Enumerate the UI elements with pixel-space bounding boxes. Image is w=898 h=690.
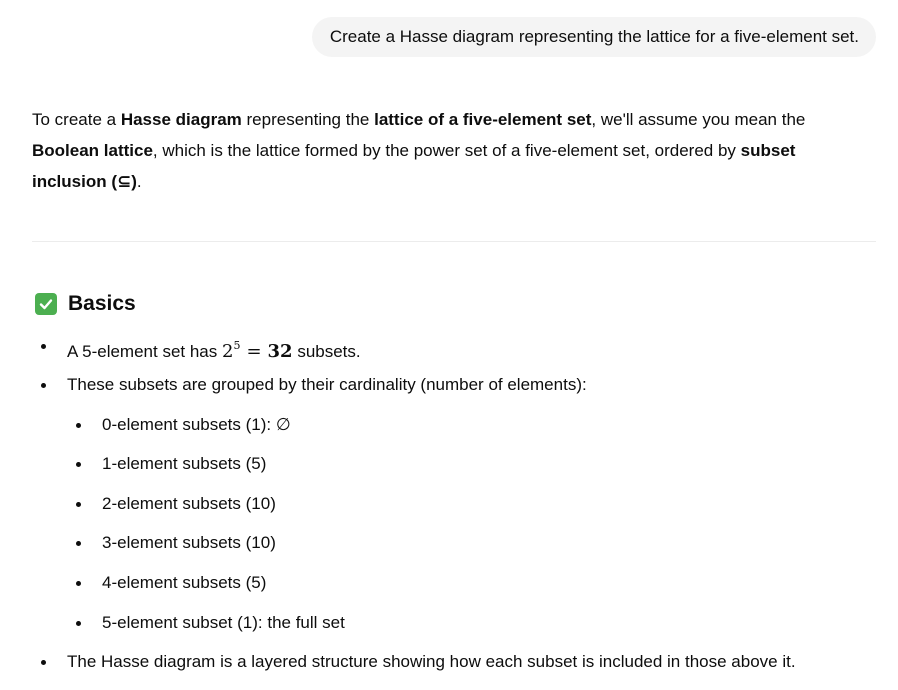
bullet-dot xyxy=(76,502,81,507)
intro-bold-lattice: lattice of a five-element set xyxy=(374,110,592,129)
math-equals: = xyxy=(246,341,262,362)
sub-list-item-text: 0-element subsets (1): ∅ xyxy=(102,415,291,434)
list-item-hasse-structure xyxy=(67,650,796,674)
sub-list-item-text: 1-element subsets (5) xyxy=(102,454,267,473)
bullet-dot xyxy=(76,581,81,586)
bullet-dot xyxy=(76,462,81,467)
list-item-grouping xyxy=(67,373,587,397)
bullet-dot xyxy=(76,423,81,428)
check-mark-icon xyxy=(35,293,57,315)
list-item-subset-count xyxy=(67,334,361,364)
bullet-dot xyxy=(76,621,81,626)
list-item-text: The Hasse diagram is a layered structure showing how each subset is included in those above it. xyxy=(67,652,796,671)
intro-text-5: . xyxy=(136,172,142,191)
sub-list-item-text: 2-element subsets (10) xyxy=(102,494,276,513)
sub-list-item xyxy=(102,452,266,476)
sub-list-item-text: 4-element subsets (5) xyxy=(102,573,267,592)
intro-bold-hasse: Hasse diagram xyxy=(120,110,242,129)
math-exponent: 5 xyxy=(233,339,241,352)
intro-bold-boolean: Boolean lattice xyxy=(32,141,153,160)
math-base: 2 xyxy=(221,341,234,362)
bullet-dot xyxy=(76,541,81,546)
sub-list-item xyxy=(102,413,291,437)
user-message-bubble xyxy=(312,17,876,57)
intro-text-1: To create a xyxy=(32,110,121,129)
intro-bold-subset: subset inclusion (⊆) xyxy=(32,141,796,191)
list-item-text: These subsets are grouped by their cardinality (number of elements): xyxy=(67,375,587,394)
section-heading xyxy=(35,289,136,319)
sub-list-item xyxy=(102,492,276,516)
intro-text-3: , we'll assume you mean the xyxy=(591,110,806,129)
section-divider xyxy=(32,241,876,242)
sub-list-item-text: 3-element subsets (10) xyxy=(102,533,276,552)
sub-list-item xyxy=(102,531,276,555)
intro-text-4: , which is the lattice formed by the power set of a five-element set, ordered by xyxy=(152,141,741,160)
sub-list-item-text: 5-element subset (1): the full set xyxy=(102,613,345,632)
intro-paragraph xyxy=(32,104,852,197)
bullet-dot xyxy=(41,344,46,349)
intro-text-2: representing the xyxy=(241,110,375,129)
bullet-dot xyxy=(41,383,46,388)
math-expression xyxy=(222,341,293,362)
list-item-text: subsets. xyxy=(292,342,361,361)
sub-list-item xyxy=(102,571,266,595)
list-item-text: A 5-element set has xyxy=(67,342,222,361)
bullet-dot xyxy=(41,660,46,665)
math-value: 32 xyxy=(267,341,293,362)
sub-list-item xyxy=(102,611,345,635)
user-message-text: Create a Hasse diagram representing the lattice for a five-element set. xyxy=(329,27,859,46)
section-title: Basics xyxy=(68,292,136,315)
